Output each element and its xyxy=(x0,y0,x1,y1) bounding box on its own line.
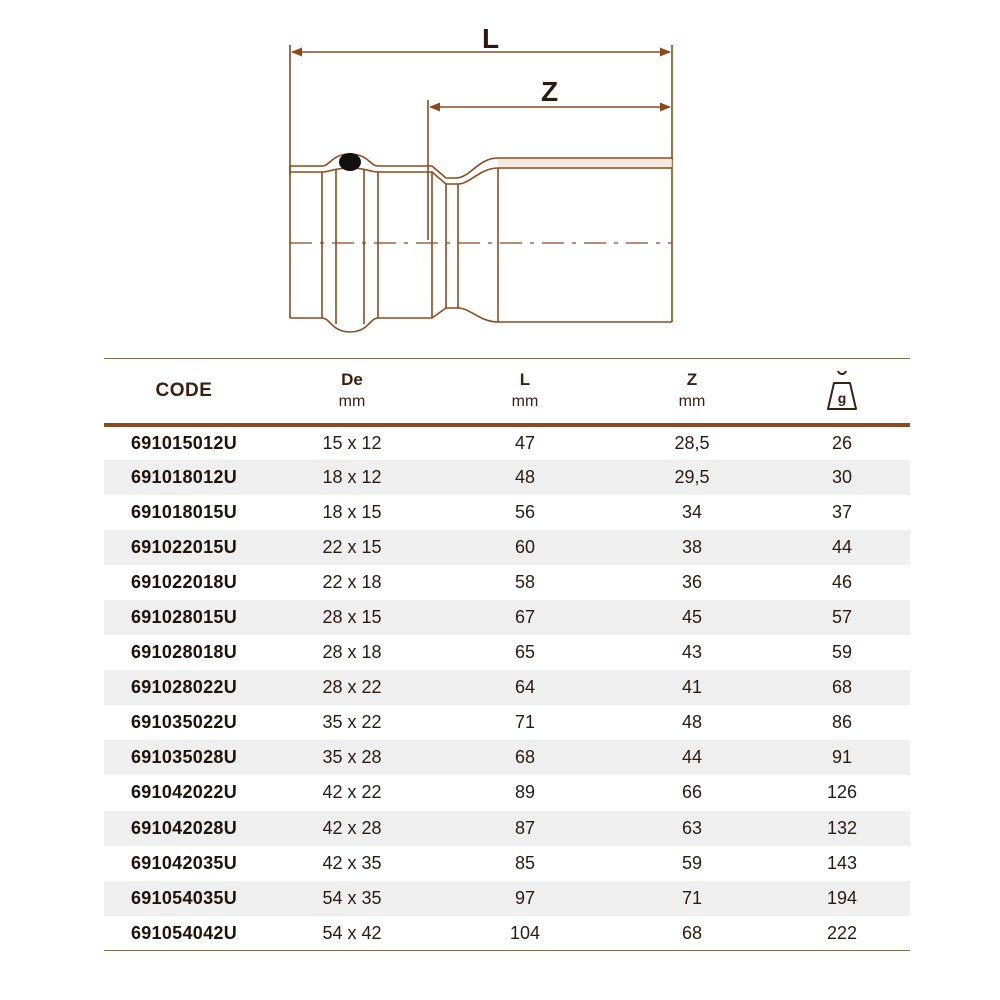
cell-z: 36 xyxy=(681,571,703,592)
cell-de: 22 x 15 xyxy=(322,536,382,557)
cell-code: 691028015U xyxy=(130,607,238,628)
cell-z: 71 xyxy=(681,887,703,908)
product-spec-table xyxy=(104,358,910,951)
cell-de: 18 x 15 xyxy=(322,501,382,522)
cell-l: 89 xyxy=(514,782,536,803)
table-row xyxy=(104,565,910,600)
cell-code: 691018012U xyxy=(130,466,238,487)
table-row xyxy=(104,811,910,846)
cell-z: 29,5 xyxy=(674,466,710,487)
table-row xyxy=(104,881,910,916)
header-de-label: De xyxy=(341,369,363,389)
cell-code: 691042022U xyxy=(130,782,238,803)
cell-z: 38 xyxy=(681,536,703,557)
cell-z: 28,5 xyxy=(674,432,710,453)
cell-de: 54 x 35 xyxy=(322,887,382,908)
header-l-unit: mm xyxy=(511,392,539,410)
cell-de: 42 x 22 xyxy=(322,782,382,803)
header-code: CODE xyxy=(155,379,213,401)
table-row xyxy=(104,670,910,705)
cell-g: 30 xyxy=(831,466,853,487)
cell-code: 691022018U xyxy=(130,571,238,592)
header-de-unit: mm xyxy=(338,392,366,410)
cell-code: 691022015U xyxy=(130,536,238,557)
cell-l: 104 xyxy=(509,922,541,943)
cell-l: 67 xyxy=(514,607,536,628)
cell-de: 22 x 18 xyxy=(322,571,382,592)
cell-code: 691035028U xyxy=(130,747,238,768)
table-row xyxy=(104,740,910,775)
cell-z: 41 xyxy=(681,677,703,698)
cell-l: 58 xyxy=(514,571,536,592)
cell-code: 691042035U xyxy=(130,852,238,873)
cell-g: 44 xyxy=(831,536,853,557)
cell-z: 48 xyxy=(681,712,703,733)
cell-g: 194 xyxy=(826,887,858,908)
cell-g: 126 xyxy=(826,782,858,803)
cell-code: 691028018U xyxy=(130,642,238,663)
header-l xyxy=(440,359,610,425)
weight-unit: g xyxy=(837,389,847,406)
table-row xyxy=(104,600,910,635)
table-row xyxy=(104,916,910,951)
cell-g: 222 xyxy=(826,922,858,943)
cell-l: 97 xyxy=(514,887,536,908)
table-row xyxy=(104,530,910,565)
cell-code: 691054042U xyxy=(130,922,238,943)
o-ring-seal xyxy=(339,153,361,171)
cell-code: 691018015U xyxy=(130,501,238,522)
cell-de: 15 x 12 xyxy=(322,432,382,453)
cell-z: 44 xyxy=(681,747,703,768)
cell-code: 691015012U xyxy=(130,432,238,453)
fitting-outer-wall-bottom xyxy=(290,308,672,332)
table-row xyxy=(104,425,910,460)
header-de xyxy=(264,359,440,425)
cell-de: 54 x 42 xyxy=(322,922,382,943)
cell-de: 18 x 12 xyxy=(322,466,382,487)
table-row xyxy=(104,460,910,495)
cell-z: 34 xyxy=(681,501,703,522)
cell-de: 28 x 18 xyxy=(322,642,382,663)
cell-g: 143 xyxy=(826,852,858,873)
weight-icon xyxy=(825,371,859,411)
fitting-technical-drawing xyxy=(0,0,1000,350)
cell-code: 691054035U xyxy=(130,887,238,908)
cell-g: 59 xyxy=(831,642,853,663)
cell-g: 46 xyxy=(831,571,853,592)
cell-z: 68 xyxy=(681,922,703,943)
cell-g: 68 xyxy=(831,677,853,698)
cell-l: 71 xyxy=(514,712,536,733)
label-z: Z xyxy=(541,76,559,107)
cell-l: 87 xyxy=(514,817,536,838)
label-l: L xyxy=(482,23,500,54)
cell-l: 60 xyxy=(514,536,536,557)
cell-de: 42 x 28 xyxy=(322,817,382,838)
header-z-label: Z xyxy=(686,369,698,389)
cell-l: 56 xyxy=(514,501,536,522)
table-row xyxy=(104,635,910,670)
cell-code: 691035022U xyxy=(130,712,238,733)
header-l-label: L xyxy=(519,369,531,389)
cell-z: 59 xyxy=(681,852,703,873)
cell-g: 91 xyxy=(831,747,853,768)
table-row xyxy=(104,495,910,530)
header-z xyxy=(610,359,774,425)
cell-l: 85 xyxy=(514,852,536,873)
cell-de: 28 x 15 xyxy=(322,607,382,628)
table-header xyxy=(104,359,910,425)
table-row xyxy=(104,846,910,881)
cell-l: 48 xyxy=(514,466,536,487)
cell-z: 63 xyxy=(681,817,703,838)
cell-l: 65 xyxy=(514,642,536,663)
header-z-unit: mm xyxy=(678,392,706,410)
cell-code: 691042028U xyxy=(130,817,238,838)
table-body xyxy=(104,425,910,951)
wall-section-fill xyxy=(498,159,672,167)
cell-de: 28 x 22 xyxy=(322,677,382,698)
cell-z: 45 xyxy=(681,607,703,628)
cell-g: 86 xyxy=(831,712,853,733)
header-weight xyxy=(774,359,910,425)
cell-g: 57 xyxy=(831,607,853,628)
cell-g: 132 xyxy=(826,817,858,838)
cell-code: 691028022U xyxy=(130,677,238,698)
cell-z: 43 xyxy=(681,642,703,663)
cell-l: 47 xyxy=(514,432,536,453)
cell-g: 37 xyxy=(831,501,853,522)
table-row xyxy=(104,775,910,810)
cell-l: 64 xyxy=(514,677,536,698)
cell-de: 35 x 28 xyxy=(322,747,382,768)
cell-g: 26 xyxy=(831,432,853,453)
cell-z: 66 xyxy=(681,782,703,803)
header-row xyxy=(104,359,910,425)
cell-de: 35 x 22 xyxy=(322,712,382,733)
cell-l: 68 xyxy=(514,747,536,768)
cell-de: 42 x 35 xyxy=(322,852,382,873)
table-row xyxy=(104,705,910,740)
